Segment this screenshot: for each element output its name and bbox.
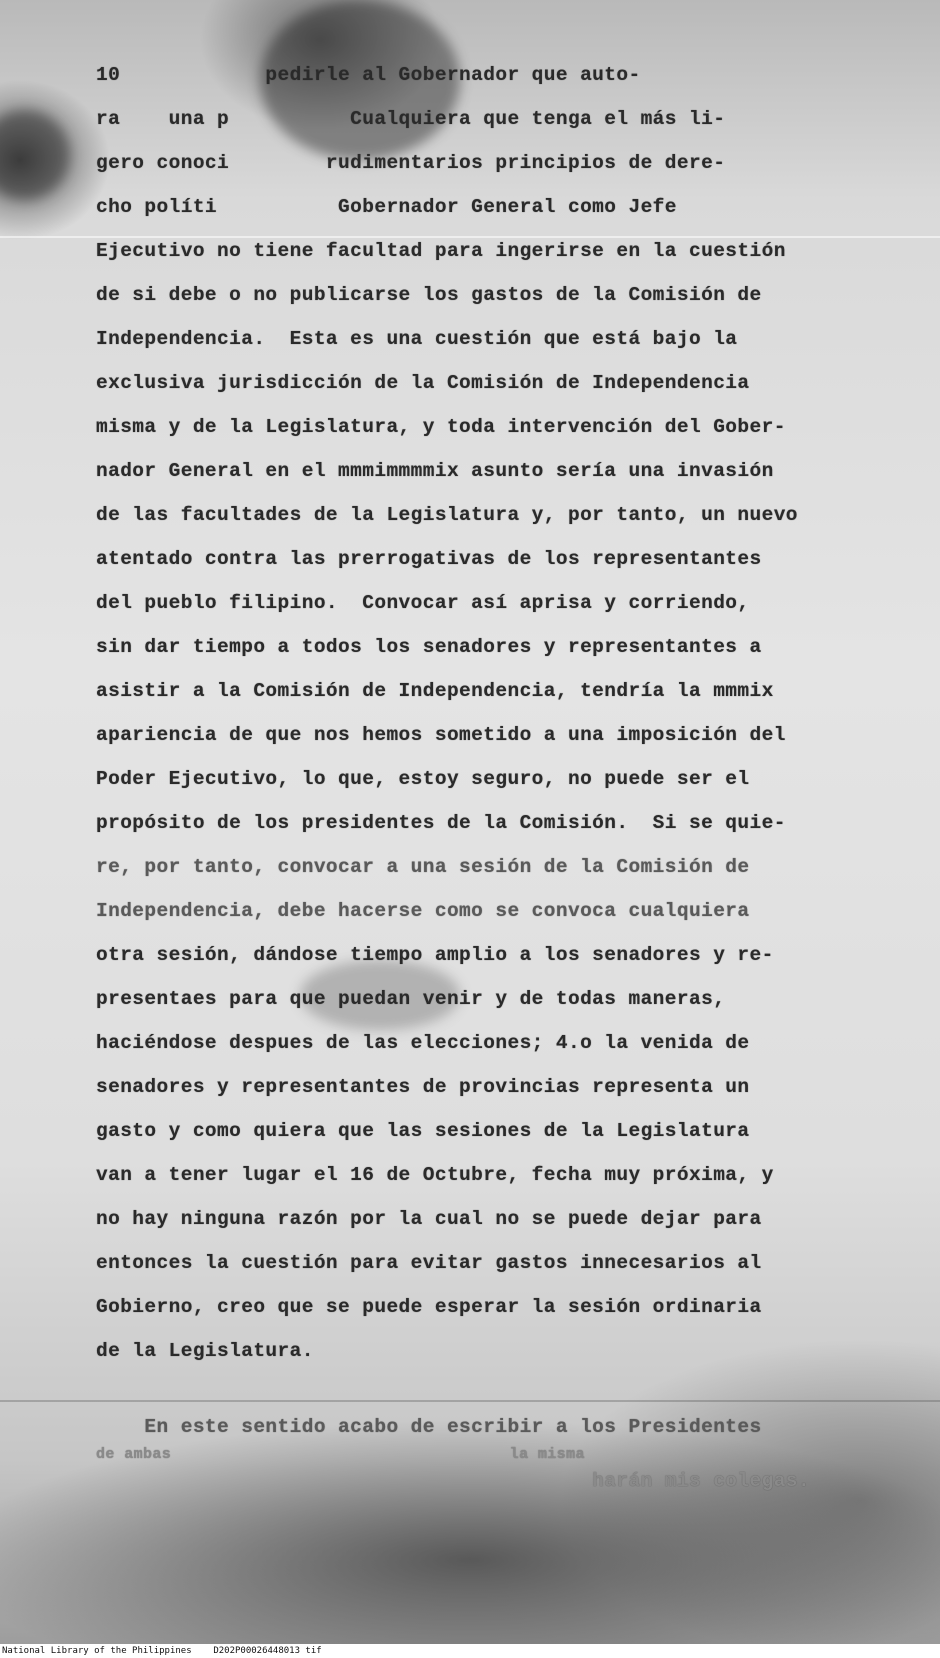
text-line: 10 pedirle al Gobernador que auto-: [96, 64, 641, 86]
closing-line: harán mis colegas.: [96, 1470, 811, 1492]
text-line: atentado contra las prerrogativas de los representantes: [96, 548, 762, 570]
text-line: ra una p Cualquiera que tenga el más li-: [96, 108, 726, 130]
text-line: gasto y como quiera que las sesiones de la Legislatura: [96, 1120, 750, 1142]
text-line: Gobierno, creo que se puede esperar la sesión ordinaria: [96, 1296, 762, 1318]
text-line: no hay ninguna razón por la cual no se puede dejar para: [96, 1208, 762, 1230]
text-line: cho políti Gobernador General como Jefe: [96, 196, 677, 218]
text-line: exclusiva jurisdicción de la Comisión de Independencia: [96, 372, 750, 394]
text-line: senadores y representantes de provincias representa un: [96, 1076, 750, 1098]
text-line: asistir a la Comisión de Independencia, tendría la mmmix: [96, 680, 774, 702]
text-line: van a tener lugar el 16 de Octubre, fecha muy próxima, y: [96, 1164, 774, 1186]
archive-caption: National Library of the Philippines D202P00026448013 tif: [0, 1644, 940, 1658]
text-line: re, por tanto, convocar a una sesión de la Comisión de: [96, 856, 750, 878]
fold-crease: [0, 1400, 940, 1402]
text-line: propósito de los presidentes de la Comisión. Si se quie-: [96, 812, 786, 834]
text-line: de las facultades de la Legislatura y, por tanto, un nuevo: [96, 504, 798, 526]
text-line: presentaes para que puedan venir y de todas maneras,: [96, 988, 726, 1010]
text-line: de si debe o no publicarse los gastos de la Comisión de: [96, 284, 762, 306]
text-line: Poder Ejecutivo, lo que, estoy seguro, no puede ser el: [96, 768, 750, 790]
closing-line: de ambas la misma: [96, 1446, 585, 1463]
text-line: gero conoci rudimentarios principios de dere-: [96, 152, 726, 174]
text-line: haciéndose despues de las elecciones; 4.o la venida de: [96, 1032, 750, 1054]
text-line: sin dar tiempo a todos los senadores y representantes a: [96, 636, 762, 658]
text-line: del pueblo filipino. Convocar así aprisa y corriendo,: [96, 592, 750, 614]
closing-line: En este sentido acabo de escribir a los Presidentes: [96, 1416, 762, 1438]
text-line: Ejecutivo no tiene facultad para ingerirse en la cuestión: [96, 240, 786, 262]
text-line: Independencia, debe hacerse como se convoca cualquiera: [96, 900, 750, 922]
text-line: de la Legislatura.: [96, 1340, 314, 1362]
text-line: misma y de la Legislatura, y toda intervención del Gober-: [96, 416, 786, 438]
text-line: apariencia de que nos hemos sometido a una imposición del: [96, 724, 786, 746]
text-line: nador General en el mmmimmmmix asunto sería una invasión: [96, 460, 774, 482]
text-line: entonces la cuestión para evitar gastos innecesarios al: [96, 1252, 762, 1274]
fold-crease: [0, 236, 940, 238]
text-line: otra sesión, dándose tiempo amplio a los senadores y re-: [96, 944, 774, 966]
ink-smudge: [0, 110, 70, 200]
text-line: Independencia. Esta es una cuestión que está bajo la: [96, 328, 738, 350]
